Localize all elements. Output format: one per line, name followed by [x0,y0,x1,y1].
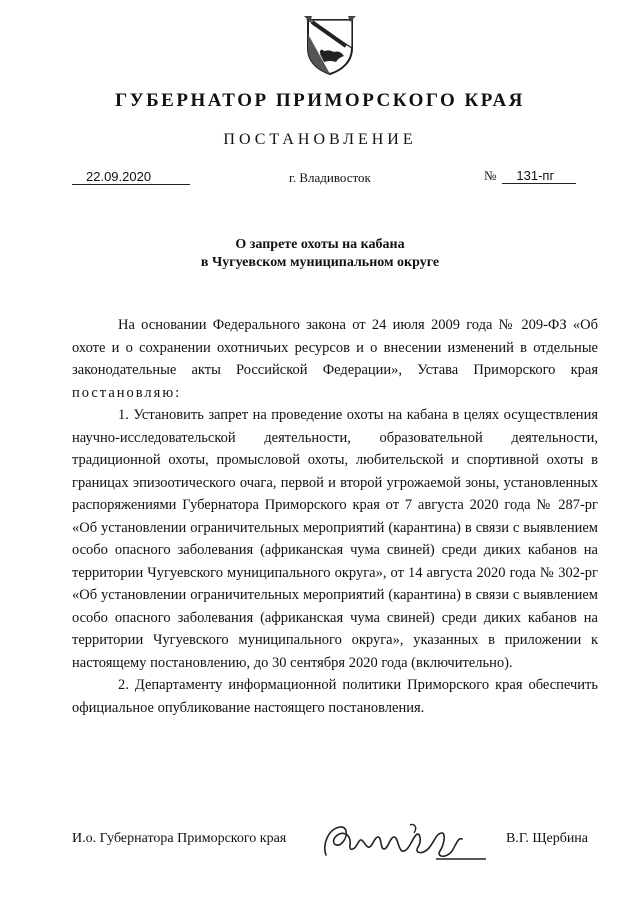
document-city: г. Владивосток [289,170,371,185]
handwritten-signature [318,815,488,871]
intro-paragraph [72,314,598,404]
clause-2: 2. Департаменту информационной политики Приморского края обеспечить официальное опубликование настоящего постановления. [72,677,598,716]
title-line-1: О запрете охоты на кабана [235,237,405,252]
intro-text: На основании Федерального закона от 24 июля 2009 года № 209-ФЗ «Об охоте и о сохранении охотничьих ресурсов и о внесении изменений в отдельные законодательные акты Российской Федерации», Устава Приморского края [72,317,598,378]
clause-1: 1. Установить запрет на проведение охоты на кабана в целях осуществления научно-исследовательской деятельности, образовательной деятельности, традиционной охоты, промысловой охоты, любительской и спортивной охоты в границах эпизоотического очага, первой и второй угрожаемой зоны, установленных распоряжениями Губернатора Приморского края от 7 августа 2020 года № 287-рг «Об установлении ограничительных мероприятий (карантина) в связи с выявлением особо опасного заболевания (африканская чума свиней) среди диких кабанов на территории Чугуевского муниципального округа», от 14 августа 2020 года № 302-рг «Об установлении ограничительных мероприятий (карантина) в связи с выявлением особо опасного заболевания (африканская чума свиней) среди диких кабанов на территории Чугуевского муниципального округа», указанных в приложении к настоящему постановлению, до 30 сентября 2020 года (включительно). [72,407,598,671]
number-prefix: № [484,168,497,183]
document-number [484,168,576,184]
document-body [72,314,598,719]
document-type: ПОСТАНОВЛЕНИЕ [223,131,417,148]
intro-resolution-word: постановляю: [72,384,182,401]
signatory-role: И.о. Губернатора Приморского края [72,831,287,846]
number-value: 131-пг [502,168,576,184]
signatory-name: В.Г. Щербина [506,831,589,846]
coat-of-arms-icon [302,14,358,76]
document-date: 22.09.2020 [72,169,190,185]
title-line-2: в Чугуевском муниципальном округе [200,255,440,270]
issuing-authority: ГУБЕРНАТОР ПРИМОРСКОГО КРАЯ [115,90,525,111]
document-title [0,236,640,272]
